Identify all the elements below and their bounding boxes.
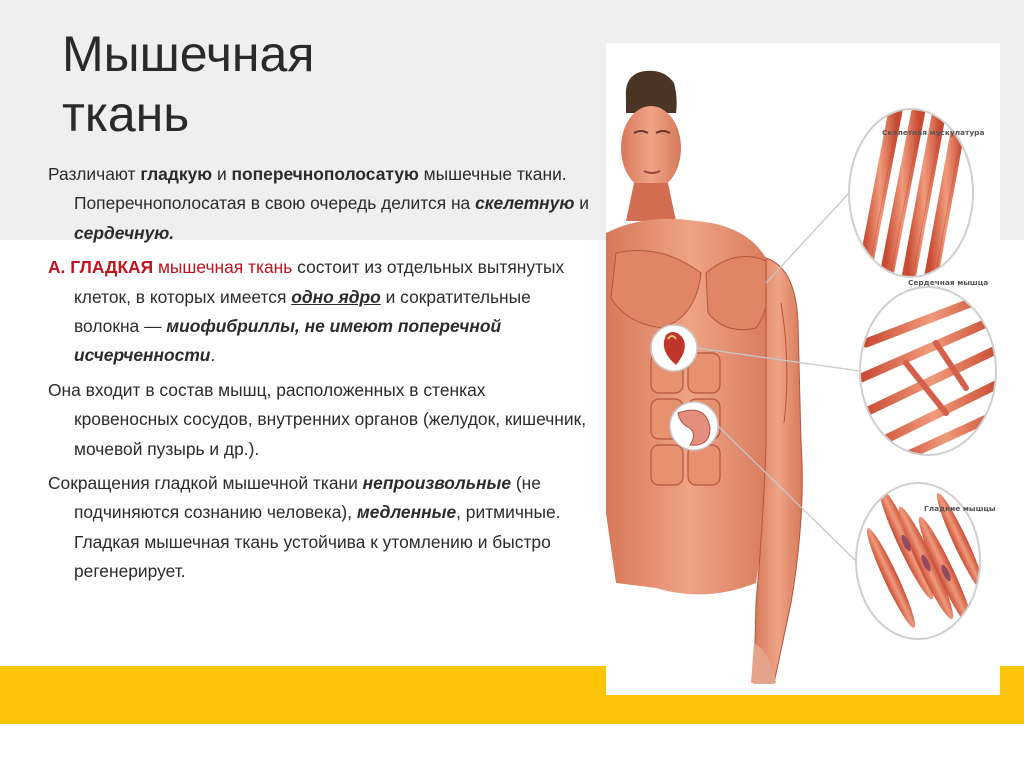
- term-smooth: гладкую: [140, 164, 213, 184]
- slide-title: [62, 24, 314, 144]
- label-cardiac: Сердечная мышца: [908, 278, 989, 287]
- text: и: [212, 164, 232, 184]
- heading-smooth-tissue: мышечная ткань: [153, 257, 293, 278]
- text: , ритмичные. Гладкая мышечная ткань устойчива к утомлению и быстро регенерирует.: [74, 502, 561, 582]
- term-involuntary: непроизвольные: [362, 473, 512, 494]
- term-one-nucleus: одно ядро: [291, 286, 381, 307]
- term-myofibrils: миофибриллы, не имеют поперечной исчерченности: [74, 316, 502, 366]
- text: мышечные ткани. Поперечнополосатая в свою очередь делится на: [74, 164, 567, 214]
- paragraph-location: [48, 376, 593, 464]
- muscle-anatomy-figure: [606, 43, 1000, 695]
- smooth-muscle-detail: [851, 478, 996, 643]
- paragraph-types: [48, 160, 593, 248]
- text: (не подчиняются сознанию человека),: [74, 473, 541, 523]
- human-body-illustration: [606, 71, 860, 683]
- label-smooth: Гладкие мышцы: [924, 504, 996, 513]
- skeletal-muscle-detail: [846, 103, 986, 283]
- text: Сокращения гладкой мышечной ткани: [48, 473, 363, 494]
- term-skeletal: скелетную: [475, 193, 575, 214]
- text: .: [210, 345, 216, 366]
- cardiac-muscle-detail: [856, 278, 1000, 463]
- term-slow: медленные: [356, 502, 457, 523]
- text: состоит из отдельных вытянутых клеток, в которых имеется: [74, 257, 565, 307]
- text: Она входит в состав мышц, расположенных в стенках кровеносных сосудов, внутренних органов (желудок, кишечник, мочевой пузырь и др.).: [48, 379, 587, 459]
- title-line-2: ткань: [62, 86, 190, 142]
- text: и: [574, 193, 589, 214]
- term-cardiac: сердечную.: [74, 222, 175, 243]
- text: Различают: [48, 164, 141, 184]
- heading-smooth: А. ГЛАДКАЯ: [48, 257, 154, 278]
- title-line-1: Мышечная: [62, 26, 315, 82]
- slide-body: [48, 160, 593, 592]
- label-skeletal: Скелетная мускулатура: [882, 128, 985, 137]
- paragraph-contraction: [48, 469, 593, 587]
- text: и сократительные волокна —: [74, 286, 531, 337]
- term-striated: поперечнополосатую: [231, 164, 419, 184]
- paragraph-smooth-definition: [48, 253, 593, 371]
